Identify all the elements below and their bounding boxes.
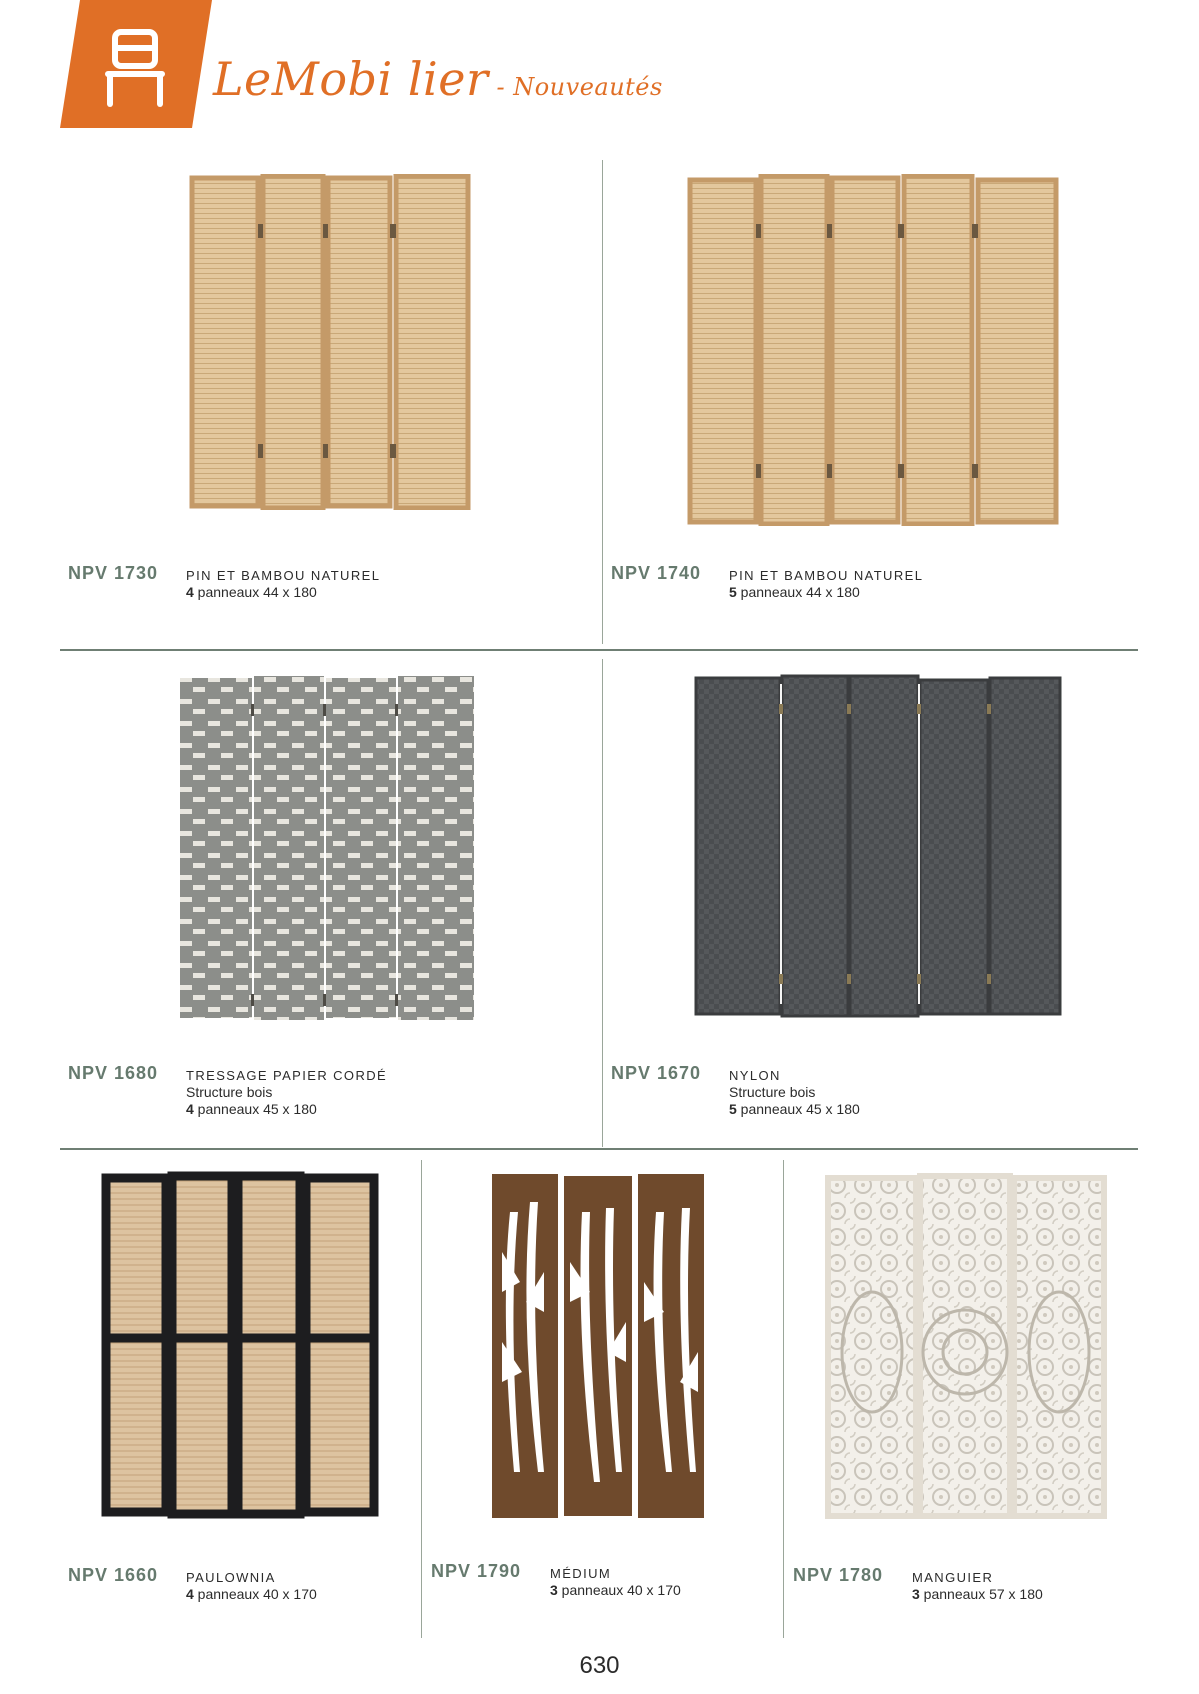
product-image-npv1740 (686, 174, 1060, 526)
product-material: PIN ET BAMBOU NATUREL (729, 568, 924, 583)
panels-count: 3 (912, 1586, 920, 1602)
product-code: NPV 1790 (431, 1561, 522, 1581)
brand-name: LeMobi lier (213, 52, 489, 106)
product-material: PIN ET BAMBOU NATUREL (186, 568, 381, 583)
product-description (729, 567, 923, 601)
product-code: NPV 1780 (793, 1565, 884, 1585)
brand-subtitle: - Nouveautés (496, 73, 663, 101)
panels-size: panneaux 57 x 180 (919, 1586, 1043, 1602)
panels-count: 4 (186, 1101, 194, 1117)
product-code: NPV 1660 (68, 1565, 159, 1585)
panels-size: panneaux 45 x 180 (193, 1101, 317, 1117)
product-description (186, 1067, 387, 1118)
product-structure: Structure bois (729, 1084, 816, 1100)
panels-size: panneaux 45 x 180 (736, 1101, 860, 1117)
panels-count: 4 (186, 584, 194, 600)
product-code: NPV 1670 (611, 1063, 702, 1083)
product-image-npv1680 (178, 674, 478, 1026)
product-description (550, 1565, 681, 1599)
product-material: MANGUIER (912, 1570, 994, 1585)
product-code: NPV 1680 (68, 1063, 159, 1083)
divider-vertical-row3-a (421, 1160, 422, 1638)
brand-title (213, 52, 663, 106)
product-description (729, 1067, 860, 1118)
divider-horizontal-2 (60, 1148, 1138, 1150)
product-image-npv1780 (824, 1172, 1108, 1522)
header-tab (60, 0, 212, 128)
panels-size: panneaux 40 x 170 (557, 1582, 681, 1598)
divider-horizontal-1 (60, 649, 1138, 651)
product-image-npv1660 (100, 1170, 380, 1524)
product-code: NPV 1730 (68, 563, 159, 583)
product-description (912, 1569, 1043, 1603)
product-material: TRESSAGE PAPIER CORDÉ (186, 1068, 388, 1083)
panels-size: panneaux 44 x 180 (193, 584, 317, 600)
product-panels (186, 584, 380, 601)
product-code: NPV 1740 (611, 563, 702, 583)
panels-size: panneaux 40 x 170 (193, 1586, 317, 1602)
divider-vertical-row1 (602, 160, 603, 644)
panels-count: 4 (186, 1586, 194, 1602)
product-material: MÉDIUM (550, 1566, 612, 1581)
product-material: NYLON (729, 1068, 781, 1083)
product-structure: Structure bois (186, 1084, 273, 1100)
product-description (186, 1569, 317, 1603)
divider-vertical-row2 (602, 659, 603, 1147)
panels-count: 5 (729, 1101, 737, 1117)
product-image-npv1790 (490, 1172, 706, 1520)
divider-vertical-row3-b (783, 1160, 784, 1638)
product-panels (729, 584, 923, 601)
product-panels (186, 1101, 387, 1118)
product-panels (912, 1586, 1043, 1603)
product-panels (729, 1101, 860, 1118)
panels-size: panneaux 44 x 180 (736, 584, 860, 600)
product-description (186, 567, 380, 601)
product-panels (550, 1582, 681, 1599)
product-image-npv1670 (694, 674, 1064, 1024)
page-number: 630 (579, 1652, 620, 1679)
product-panels (186, 1586, 317, 1603)
product-image-npv1730 (188, 174, 472, 510)
panels-count: 3 (550, 1582, 558, 1598)
panels-count: 5 (729, 584, 737, 600)
product-material: PAULOWNIA (186, 1570, 276, 1585)
